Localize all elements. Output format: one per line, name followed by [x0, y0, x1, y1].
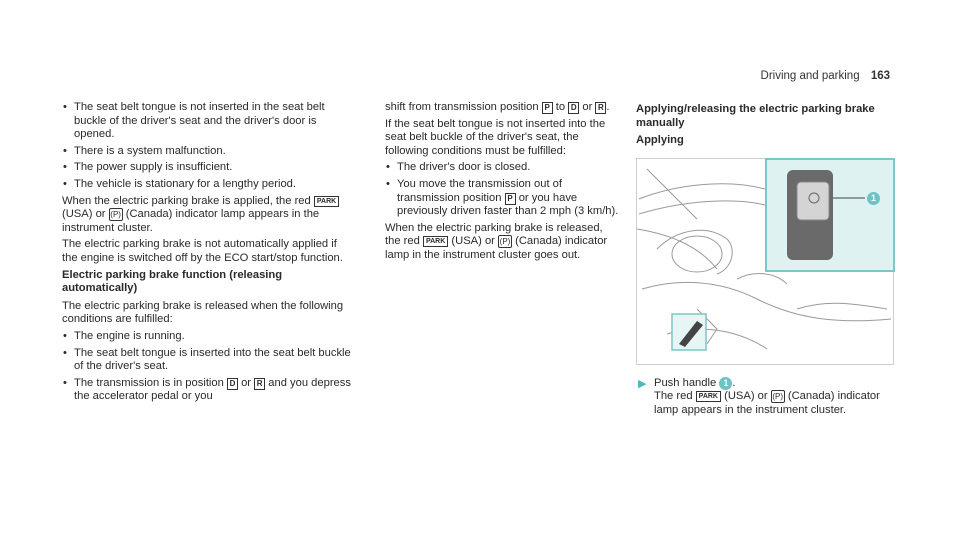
- page-header: [761, 70, 890, 82]
- column-left: [62, 101, 354, 407]
- list-item: • The driver's door is closed.: [385, 161, 621, 175]
- text: Push handle: [654, 376, 717, 389]
- park-symbol-icon: PARK: [423, 236, 448, 247]
- bullet-list-release: [62, 330, 354, 404]
- text: The transmission is in position: [74, 376, 224, 389]
- list-item: • There is a system malfunction.: [62, 145, 354, 159]
- text: to: [555, 101, 566, 113]
- list-item: [62, 377, 354, 404]
- list-item: [385, 178, 621, 219]
- text: .: [732, 376, 736, 389]
- paragraph-seatbelt: If the seat belt tongue is not inserted into the seat belt buckle of the driver's seat, the following conditions must be fulfilled:: [385, 117, 606, 157]
- text: (USA) or: [451, 235, 495, 248]
- brake-canada-symbol-icon: (P): [110, 210, 121, 220]
- text: When the electric parking brake is released, the red: [385, 221, 603, 248]
- gear-r-symbol-icon: R: [595, 102, 606, 114]
- text: The red: [654, 390, 693, 403]
- bullet-list-seatbelt: [385, 161, 621, 218]
- paragraph-eco: The electric parking brake is not automatically applied if the engine is switched off by the ECO start/stop function.: [62, 238, 343, 264]
- text: You move the transmission out of transmission position: [397, 177, 563, 204]
- text: or: [241, 376, 252, 389]
- handle-detail-art: [767, 160, 893, 270]
- gear-p-symbol-icon: P: [505, 193, 516, 205]
- gear-p-symbol-icon: P: [542, 102, 553, 114]
- text: or you have previously driven faster than 2 mph (3 km/h).: [397, 191, 619, 218]
- brake-canada-symbol-icon: (P): [499, 237, 511, 247]
- section-title: Driving and parking: [760, 70, 860, 82]
- list-item: • The vehicle is stationary for a lengthy period.: [62, 178, 354, 192]
- callout-1: 1: [867, 192, 880, 205]
- instruction-step: [636, 377, 892, 418]
- paragraph-released: The electric parking brake is released when the following conditions are fulfilled:: [62, 299, 344, 326]
- callout-1: 1: [719, 377, 732, 390]
- page-number: 163: [870, 70, 890, 82]
- list-item: • The seat belt tongue is not inserted in the seat belt buckle of the driver's seat and the driver's door is opened.: [62, 101, 354, 142]
- text: (Canada) indicator lamp appears in the instrument cluster.: [62, 208, 320, 234]
- text: and you depress the accelerator pedal or you: [74, 376, 351, 403]
- text: When the electric parking brake is applied, the red: [62, 194, 311, 207]
- brake-canada-symbol-icon: (P): [772, 392, 784, 402]
- list-item: • The power supply is insufficient.: [62, 161, 354, 175]
- park-symbol-icon: PARK: [696, 391, 721, 402]
- column-middle: [385, 101, 621, 266]
- paragraph-goes-out: [385, 222, 621, 263]
- park-symbol-icon: PARK: [314, 196, 339, 207]
- column-right: [636, 101, 892, 418]
- text: (Canada) indicator lamp appears in the instrument cluster.: [654, 390, 880, 416]
- bullet-list-conditions: [62, 101, 354, 192]
- section-heading: Applying/releasing the electric parking brake manually: [636, 103, 875, 129]
- subheading-applying: Applying: [636, 134, 684, 147]
- gear-r-symbol-icon: R: [254, 378, 265, 390]
- text: (USA) or: [724, 390, 768, 403]
- text: shift from transmission position: [385, 101, 539, 113]
- paragraph-continued: shift from transmission position P to D or R .: [385, 101, 610, 113]
- handle-detail-inset: [765, 158, 895, 272]
- paragraph-applied: [62, 195, 354, 236]
- list-item: • The seat belt tongue is inserted into the seat belt buckle of the driver's seat.: [62, 347, 354, 374]
- gear-d-symbol-icon: D: [568, 102, 579, 114]
- text: or: [582, 101, 593, 113]
- step-arrow-icon: ▶: [638, 377, 647, 390]
- list-item: • The engine is running.: [62, 330, 354, 344]
- section-heading: Electric parking brake function (releasing automatically): [62, 268, 283, 295]
- gear-d-symbol-icon: D: [227, 378, 238, 390]
- dashboard-illustration: [636, 158, 894, 365]
- text: (Canada) indicator lamp in the instrument cluster goes out.: [385, 235, 608, 261]
- text: (USA) or: [62, 208, 106, 221]
